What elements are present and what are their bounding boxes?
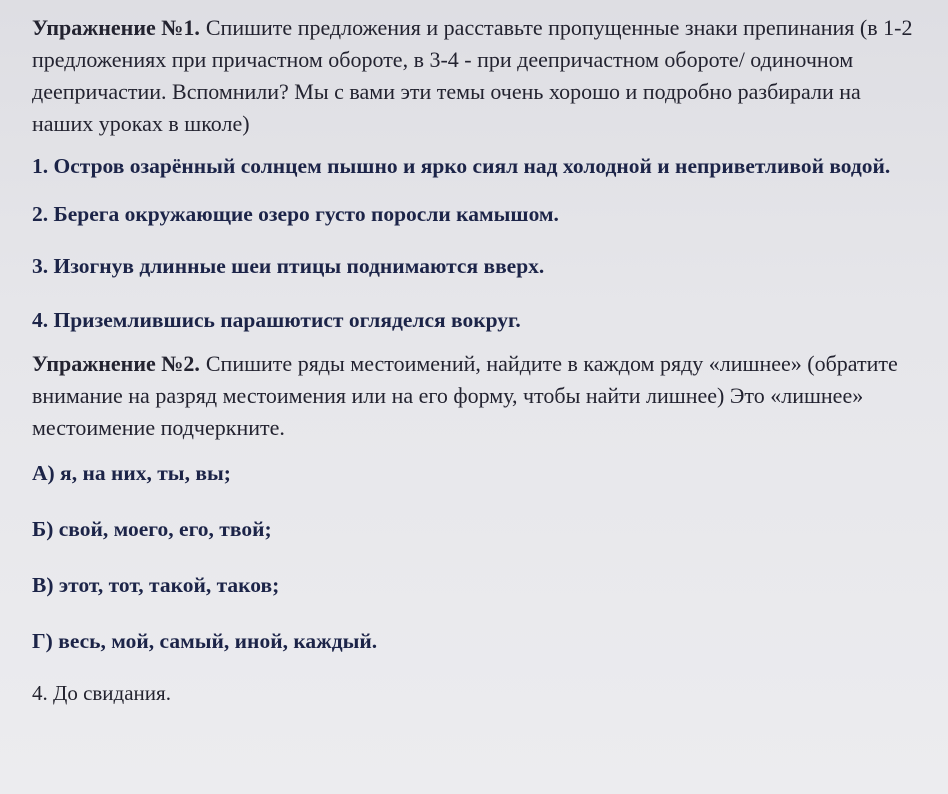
exercise-2-row-b: Б) свой, моего, его, твой;: [32, 517, 272, 541]
exercise-1-instruction: Спишите предложения и расставьте пропущенные знаки препинания (в 1-2 предложениях при причастном обороте, в 3-4 - при деепричастном обороте/ одиночном деепричастии. Вспомнили? Мы с вами эти темы очень хорошо и подробно разбирали на наших уроках в школе): [32, 15, 913, 136]
exercise-2-row-v: В) этот, тот, такой, таков;: [32, 573, 280, 597]
closing-line: 4. До свидания.: [32, 681, 171, 705]
exercise-2-row-a: А) я, на них, ты, вы;: [32, 461, 231, 485]
exercise-2-title: Упражнение №2.: [32, 351, 200, 376]
exercise-1-sentence-4: 4. Приземлившись парашютист огляделся вокруг.: [32, 308, 521, 332]
exercise-1-title: Упражнение №1.: [32, 15, 200, 40]
exercise-2-header: [32, 348, 918, 444]
exercise-1-header: [32, 12, 918, 140]
exercise-1-sentence-1: 1. Остров озарённый солнцем пышно и ярко сиял над холодной и неприветливой водой.: [32, 154, 891, 178]
exercise-1-sentence-2: 2. Берега окружающие озеро густо поросли камышом.: [32, 202, 559, 226]
exercise-2-row-g: Г) весь, мой, самый, иной, каждый.: [32, 629, 378, 653]
exercise-2-instruction: Спишите ряды местоимений, найдите в каждом ряду «лишнее» (обратите внимание на разряд местоимения или на его форму, чтобы найти лишнее) Это «лишнее» местоимение подчеркните.: [32, 351, 898, 440]
exercise-1-sentence-3: 3. Изогнув длинные шеи птицы поднимаются вверх.: [32, 254, 545, 278]
